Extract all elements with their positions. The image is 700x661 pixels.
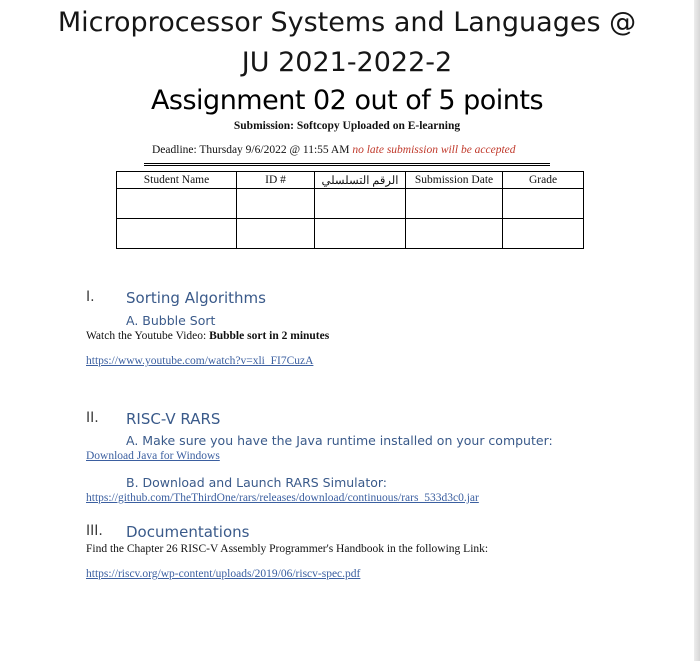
table-row <box>117 189 584 219</box>
riscv-spec-link[interactable]: https://riscv.org/wp-content/uploads/2019/06/riscv-spec.pdf <box>86 568 361 580</box>
table-header-row <box>117 172 584 189</box>
section-3-text: Find the Chapter 26 RISC-V Assembly Programmer's Handbook in the following Link: <box>86 543 489 555</box>
section-1-subheading: A. Bubble Sort <box>126 313 216 328</box>
table-cell[interactable] <box>503 189 584 219</box>
table-cell[interactable] <box>237 219 315 249</box>
section-1-title: Sorting Algorithms <box>126 289 266 307</box>
deadline-line <box>152 144 516 156</box>
table-cell[interactable] <box>315 219 406 249</box>
table-cell[interactable] <box>117 219 237 249</box>
section-2-number: II. <box>86 410 99 426</box>
column-header-submission-date: Submission Date <box>406 172 503 189</box>
rars-download-link[interactable]: https://github.com/TheThirdOne/rars/releases/download/continuous/rars_533d3c0.jar <box>86 492 479 504</box>
section-2-subheading-a: A. Make sure you have the Java runtime installed on your computer: <box>126 433 553 448</box>
column-header-serial-number: الرقم التسلسلي <box>315 172 406 189</box>
deadline-text: Deadline: Thursday 9/6/2022 @ 11:55 AM <box>152 144 353 156</box>
table-cell[interactable] <box>406 219 503 249</box>
section-3-title: Documentations <box>126 523 250 541</box>
title-line-2: JU 2021-2022-2 <box>241 47 453 78</box>
header-divider <box>144 163 550 166</box>
column-header-grade: Grade <box>503 172 584 189</box>
download-java-link[interactable]: Download Java for Windows <box>86 450 220 462</box>
table-row <box>117 219 584 249</box>
title-line-1: Microprocessor Systems and Languages @ <box>57 7 637 38</box>
section-2-title: RISC-V RARS <box>126 410 221 428</box>
section-3-number: III. <box>86 523 103 539</box>
submission-info: Submission: Softcopy Uploaded on E-learning <box>233 120 461 132</box>
student-info-table <box>116 171 584 249</box>
late-submission-note: no late submission will be accepted <box>352 144 516 156</box>
video-title: Bubble sort in 2 minutes <box>209 330 330 342</box>
column-header-student-name: Student Name <box>117 172 237 189</box>
section-1-number: I. <box>86 289 95 305</box>
column-header-id: ID # <box>237 172 315 189</box>
section-1-text <box>86 330 329 342</box>
table-cell[interactable] <box>117 189 237 219</box>
page-edge-shadow <box>694 0 700 661</box>
youtube-link[interactable]: https://www.youtube.com/watch?v=xli_FI7CuzA <box>86 355 314 367</box>
table-cell[interactable] <box>315 189 406 219</box>
video-instruction: Watch the Youtube Video: <box>86 330 210 342</box>
section-2-subheading-b: B. Download and Launch RARS Simulator: <box>126 475 387 490</box>
table-cell[interactable] <box>406 189 503 219</box>
table-cell[interactable] <box>237 189 315 219</box>
table-cell[interactable] <box>503 219 584 249</box>
assignment-title: Assignment 02 out of 5 points <box>150 85 544 116</box>
